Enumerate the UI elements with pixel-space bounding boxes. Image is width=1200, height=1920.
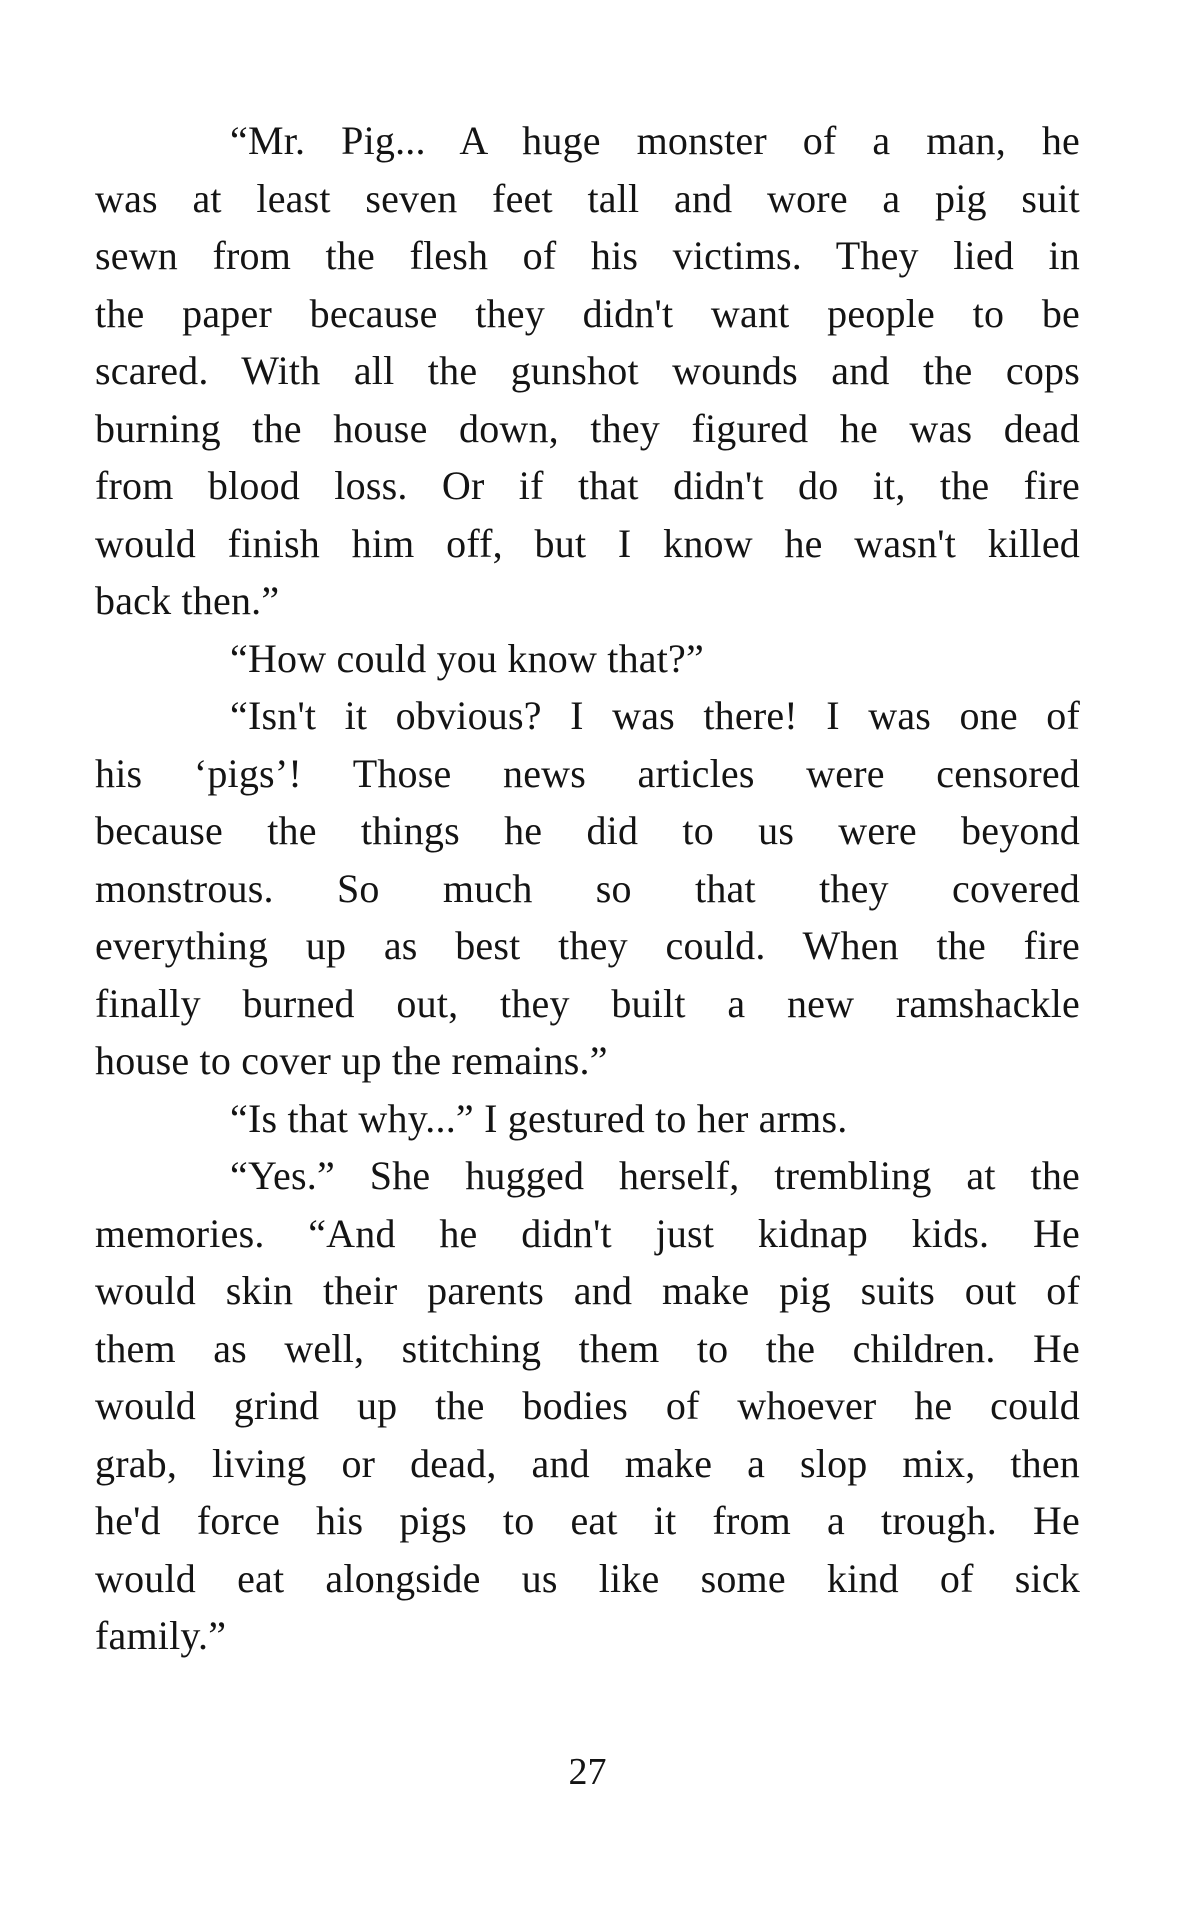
text-line: he'd force his pigs to eat it from a trough. He (95, 1498, 1080, 1543)
text-line: everything up as best they could. When the fire (95, 923, 1080, 968)
text-line: because the things he did to us were beyond (95, 808, 1080, 853)
page-number: 27 (568, 1751, 607, 1793)
text-line: scared. With all the gunshot wounds and the cops (95, 348, 1080, 393)
text-line: was at least seven feet tall and wore a pig suit (95, 175, 1080, 221)
paragraph (95, 1147, 1080, 1665)
text-line: them as well, stitching them to the children. He (95, 1325, 1080, 1371)
paragraph (95, 630, 1080, 688)
text-line: would grind up the bodies of whoever he could (95, 1383, 1080, 1428)
text-line: monstrous. So much so that they covered (95, 865, 1080, 911)
page-text-block (95, 112, 1080, 1665)
text-line: house to cover up the remains.” (95, 1038, 608, 1083)
text-line: his ‘pigs’! Those news articles were censored (95, 750, 1080, 796)
text-line: memories. “And he didn't just kidnap kids. He (95, 1210, 1080, 1256)
text-line: “Is that why...” I gestured to her arms. (230, 1095, 848, 1141)
text-line: would finish him off, but I know he wasn't killed (95, 520, 1080, 566)
text-line: the paper because they didn't want people to be (95, 290, 1080, 336)
text-line: burning the house down, they figured he was dead (95, 405, 1080, 451)
text-line: would skin their parents and make pig suits out of (95, 1268, 1080, 1313)
text-line: “How could you know that?” (230, 635, 704, 681)
paragraph (95, 687, 1080, 1090)
text-line: from blood loss. Or if that didn't do it, the fire (95, 463, 1080, 508)
text-line: “Mr. Pig... A huge monster of a man, he (230, 118, 1080, 163)
paragraph (95, 112, 1080, 630)
text-line: sewn from the flesh of his victims. They lied in (95, 233, 1080, 278)
text-line: “Isn't it obvious? I was there! I was one of (230, 693, 1080, 738)
text-line: “Yes.” She hugged herself, trembling at the (230, 1153, 1080, 1198)
text-line: would eat alongside us like some kind of sick (95, 1555, 1080, 1601)
text-line: grab, living or dead, and make a slop mix, then (95, 1440, 1080, 1486)
text-line: family.” (95, 1613, 227, 1658)
text-line: back then.” (95, 578, 280, 623)
paragraph (95, 1090, 1080, 1148)
text-line: finally burned out, they built a new ramshackle (95, 980, 1080, 1026)
